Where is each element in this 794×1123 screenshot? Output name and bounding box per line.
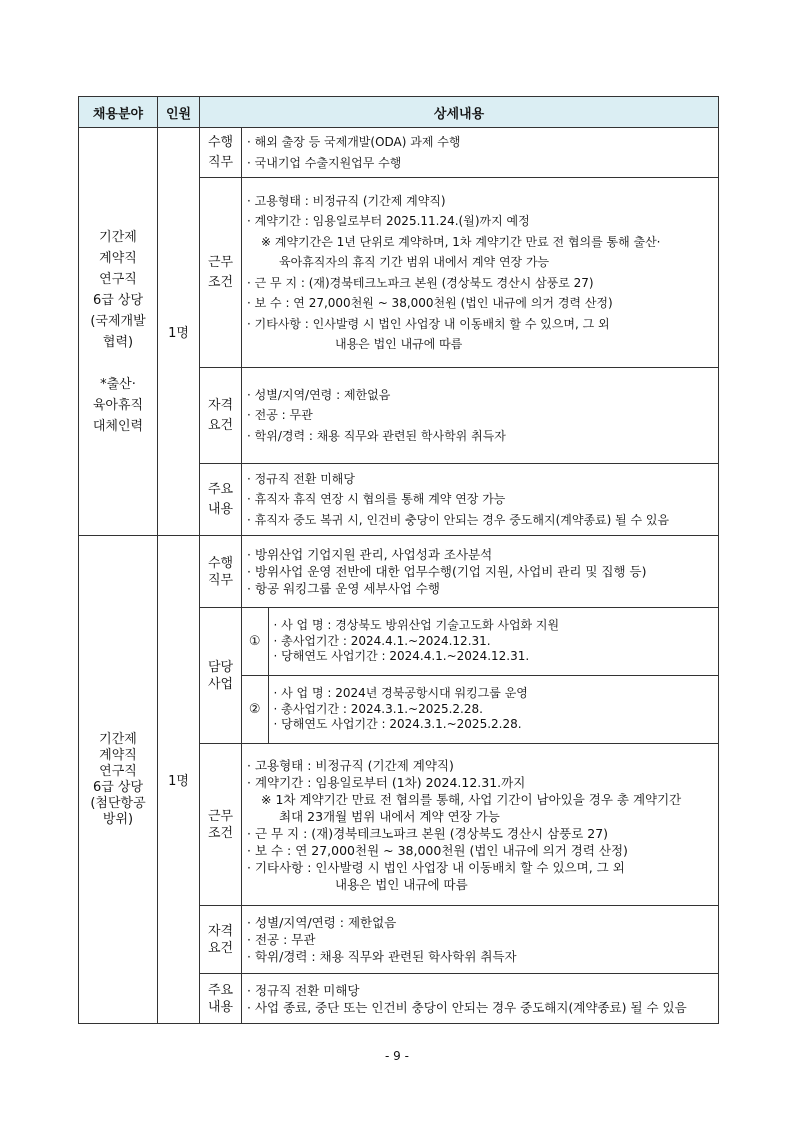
table-row xyxy=(79,536,719,608)
project-row xyxy=(242,608,718,675)
position-1-work-detail: · 고용형태 : 비정규직 (기간제 계약직) · 계약기간 : 임용일로부터 2025.11.24.(월)까지 예정 ※ 계약기간은 1년 단위로 계약하며, 1차 계약기간 만료 전 협의를 통해 출산· 육아휴직자의 휴직 기간 범위 내에서 계약 연장 가능 · 근 무 지 : (재)경북테크노파크 본원 (경상북도 경산시 삼풍로 27) · 보 수 : 연 27,000천원 ~ 38,000천원 (법인 내규에 의거 경력 산정) · 기타사항 : 인사발령 시 법인 사업장 내 이동배치 할 수 있으며, 그 외 내용은 법인 내규에 따름 xyxy=(242,178,719,368)
position-2-qual-label: 자격 요건 xyxy=(200,906,242,974)
project-detail: · 사 업 명 : 경상북도 방위산업 기술고도화 사업화 지원 · 총사업기간 : 2024.4.1.~2024.12.31. · 당해연도 사업기간 : 2024.4.1.~2024.12.31. xyxy=(268,608,718,675)
project-number: ① xyxy=(242,608,268,675)
position-2-main-detail: · 정규직 전환 미해당 · 사업 종료, 중단 또는 인건비 충당이 안되는 경우 중도해지(계약종료) 될 수 있음 xyxy=(242,974,719,1024)
position-2-work-label: 근무 조건 xyxy=(200,744,242,906)
page-number: - 9 - xyxy=(385,1049,409,1063)
project-subtable xyxy=(242,608,718,743)
position-1-qual-detail: · 성별/지역/연령 : 제한없음 · 전공 : 무관 · 학위/경력 : 채용 직무와 관련된 학사학위 취득자 xyxy=(242,368,719,464)
header-field: 채용분야 xyxy=(79,97,158,128)
position-2-count: 1명 xyxy=(158,536,200,1024)
position-1-qual-label: 자격 요건 xyxy=(200,368,242,464)
position-2-field: 기간제 계약직 연구직 6급 상당 (첨단항공 방위) xyxy=(79,536,158,1024)
table-row xyxy=(79,128,719,178)
position-1-work-label: 근무 조건 xyxy=(200,178,242,368)
position-2-projects xyxy=(242,608,719,744)
position-2-qual-detail: · 성별/지역/연령 : 제한없음 · 전공 : 무관 · 학위/경력 : 채용 직무와 관련된 학사학위 취득자 xyxy=(242,906,719,974)
position-1-count: 1명 xyxy=(158,128,200,536)
position-2-duty-label: 수행 직무 xyxy=(200,536,242,608)
header-detail: 상세내용 xyxy=(200,97,719,128)
position-1-field: 기간제 계약직 연구직 6급 상당 (국제개발 협력) *출산· 육아휴직 대체인력 xyxy=(79,128,158,536)
position-2-proj-label: 담당 사업 xyxy=(200,608,242,744)
position-2-main-label: 주요 내용 xyxy=(200,974,242,1024)
position-1-main-label: 주요 내용 xyxy=(200,464,242,536)
project-row xyxy=(242,675,718,743)
header-count: 인원 xyxy=(158,97,200,128)
table-header-row xyxy=(79,97,719,128)
position-1-main-detail: · 정규직 전환 미해당 · 휴직자 휴직 연장 시 협의를 통해 계약 연장 가능 · 휴직자 중도 복귀 시, 인건비 충당이 안되는 경우 중도해지(계약종료) 될 수 있음 xyxy=(242,464,719,536)
position-1-duty-label: 수행 직무 xyxy=(200,128,242,178)
project-detail: · 사 업 명 : 2024년 경북공항시대 워킹그룹 운영 · 총사업기간 : 2024.3.1.~2025.2.28. · 당해연도 사업기간 : 2024.3.1.~2025.2.28. xyxy=(268,675,718,743)
position-2-duty-detail: · 방위산업 기업지원 관리, 사업성과 조사분석 · 방위사업 운영 전반에 대한 업무수행(기업 지원, 사업비 관리 및 집행 등) · 항공 워킹그룹 운영 세부사업 수행 xyxy=(242,536,719,608)
recruitment-table xyxy=(78,96,719,1024)
position-2-work-detail: · 고용형태 : 비정규직 (기간제 계약직) · 계약기간 : 임용일로부터 (1차) 2024.12.31.까지 ※ 1차 계약기간 만료 전 협의를 통해, 사업 기간이 남아있을 경우 총 계약기간 최대 23개월 범위 내에서 계약 연장 가능 · 근 무 지 : (재)경북테크노파크 본원 (경상북도 경산시 삼풍로 27) · 보 수 : 연 27,000천원 ~ 38,000천원 (법인 내규에 의거 경력 산정) · 기타사항 : 인사발령 시 법인 사업장 내 이동배치 할 수 있으며, 그 외 내용은 법인 내규에 따름 xyxy=(242,744,719,906)
project-number: ② xyxy=(242,675,268,743)
position-1-duty-detail: · 해외 출장 등 국제개발(ODA) 과제 수행 · 국내기업 수출지원업무 수행 xyxy=(242,128,719,178)
